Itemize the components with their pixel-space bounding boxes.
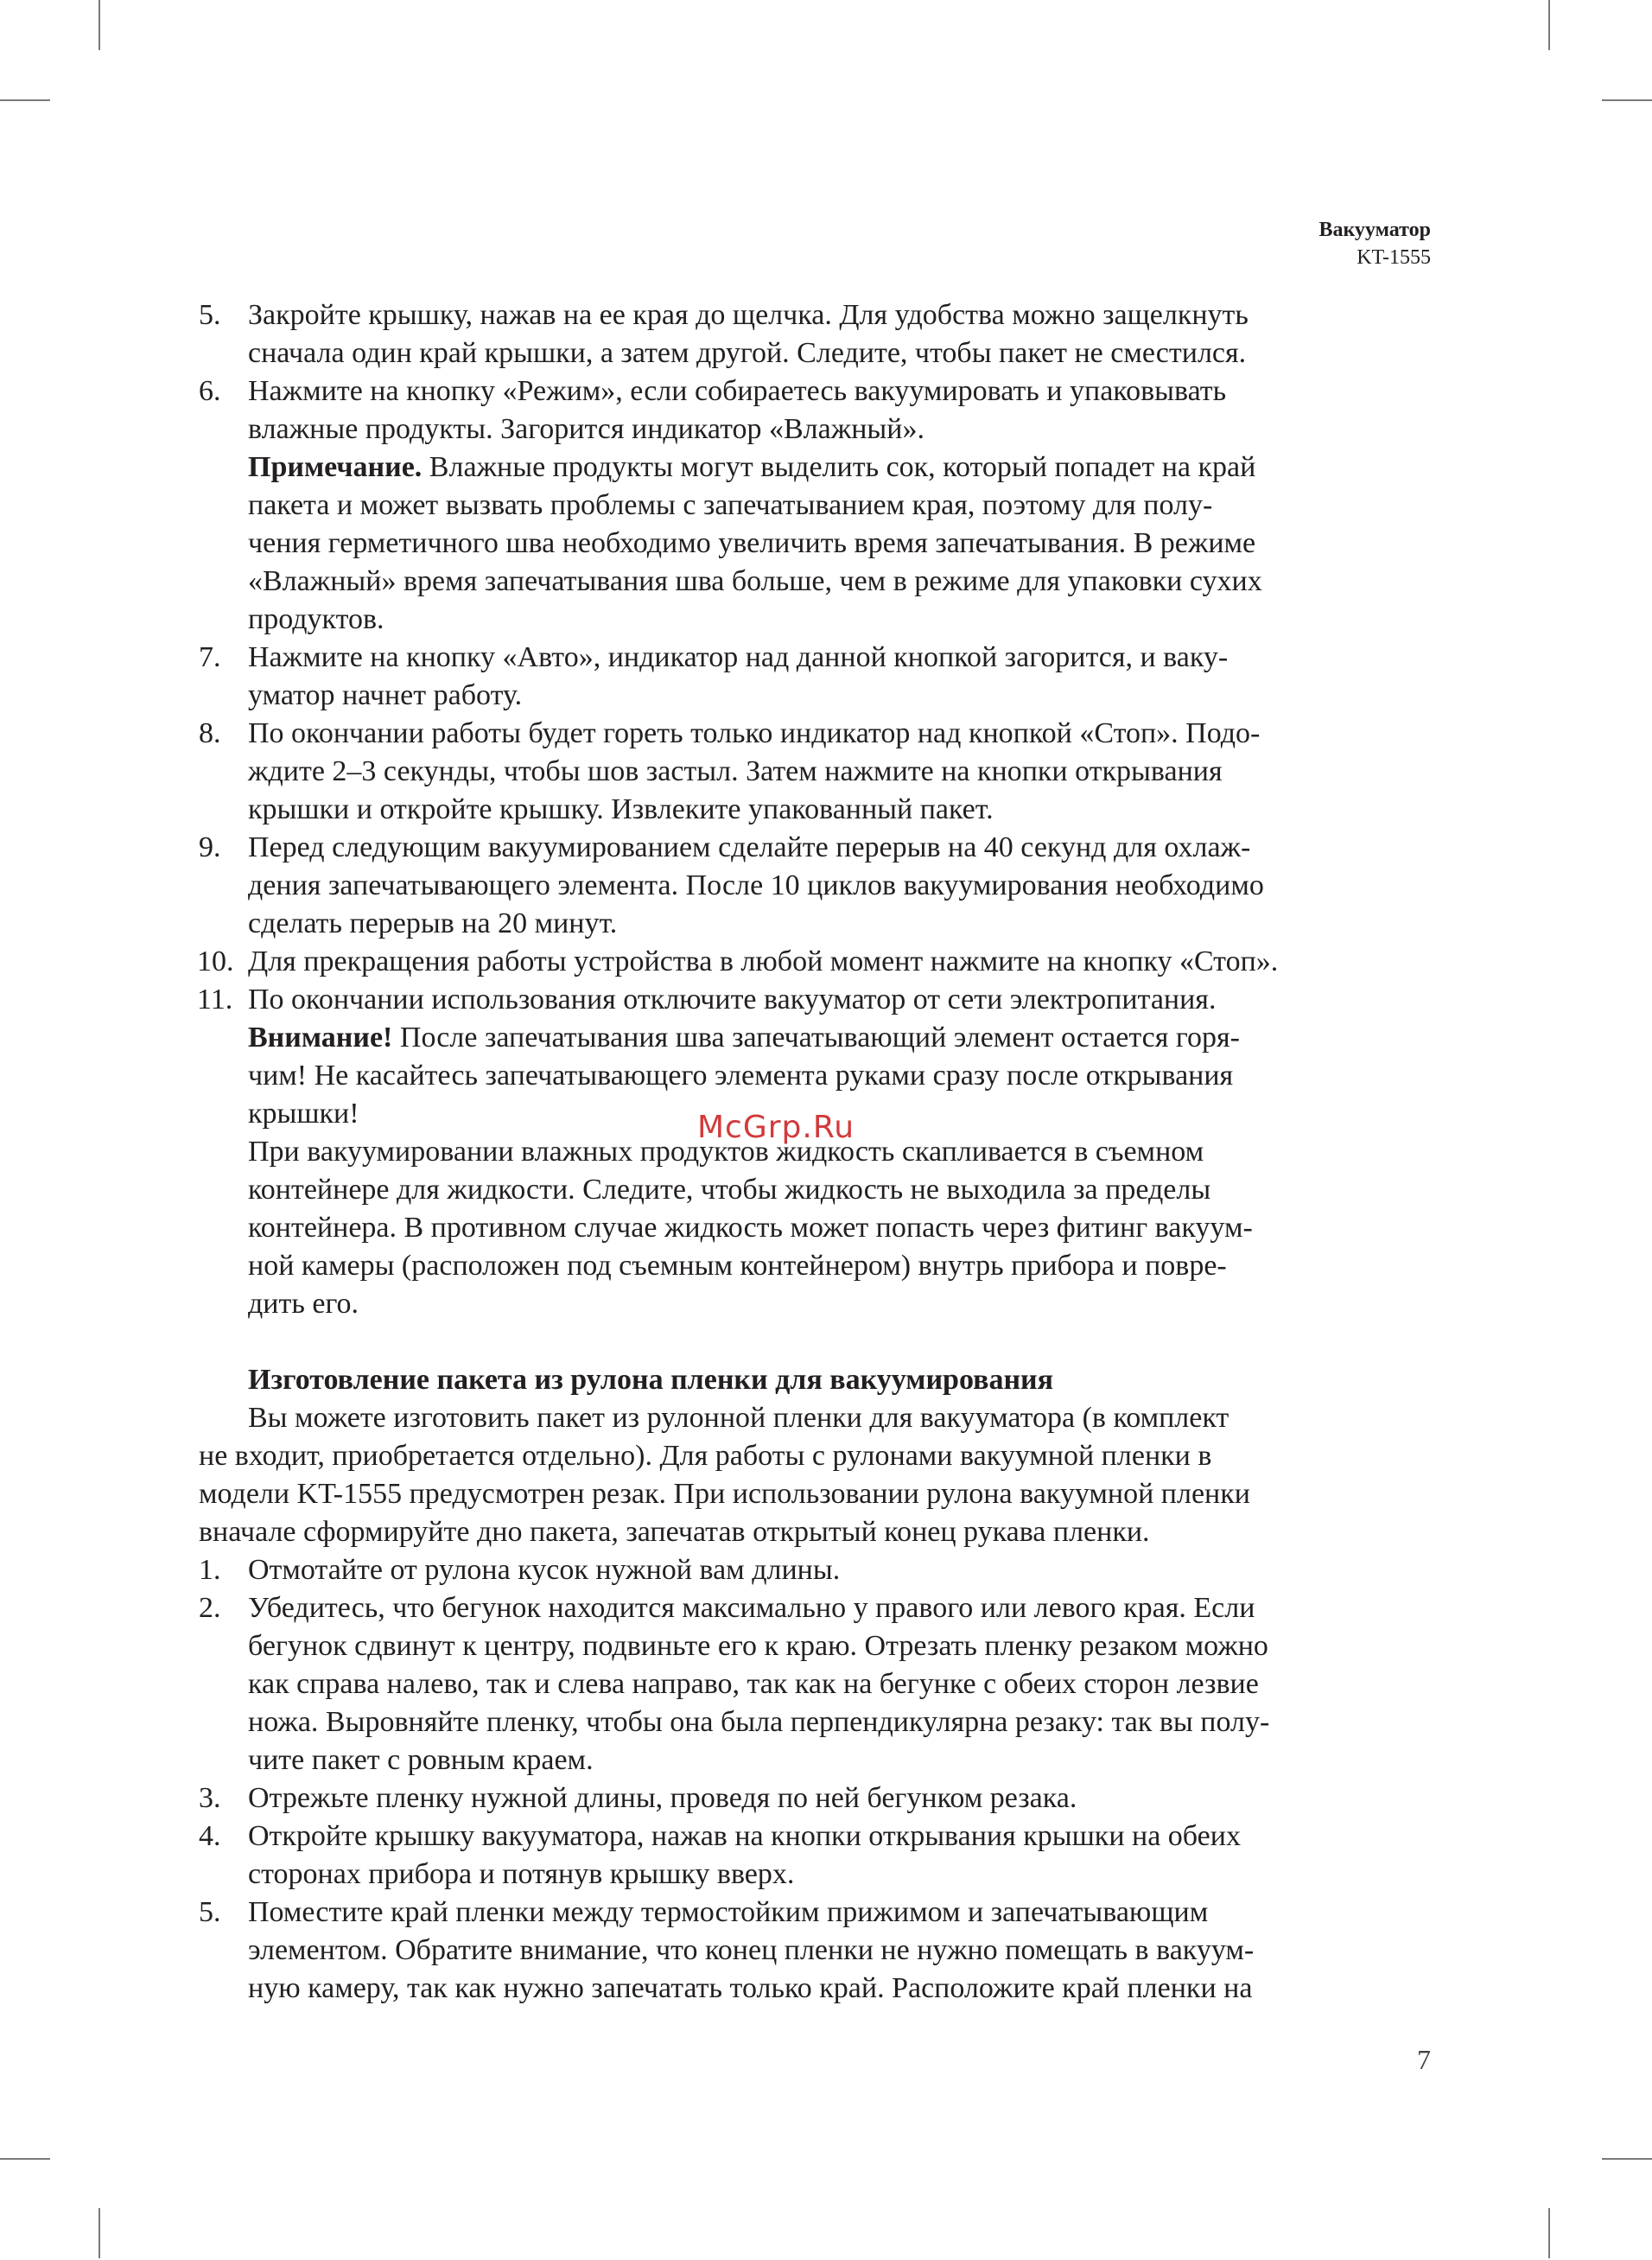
text-line: элементом. Обратите внимание, что конец пленки не нужно помещать в вакуум- bbox=[248, 1934, 1255, 1966]
note-label: Примечание. bbox=[248, 451, 423, 483]
text-line: ной камеры (расположен под съемным контейнером) внутрь прибора и повре- bbox=[248, 1250, 1227, 1282]
text-line: Для прекращения работы устройства в любой момент нажмите на кнопку «Стоп». bbox=[248, 945, 1279, 977]
text-line: Нажмите на кнопку «Режим», если собираетесь вакуумировать и упаковывать bbox=[248, 375, 1227, 407]
text-line: «Влажный» время запечатывания шва больше, чем в режиме для упаковки сухих bbox=[248, 565, 1262, 597]
text-line: пакета и может вызвать проблемы с запечатыванием края, поэтому для полу- bbox=[248, 489, 1213, 521]
text-line: Откройте крышку вакууматора, нажав на кнопки открывания крышки на обеих bbox=[248, 1820, 1241, 1852]
list-number: 7. bbox=[199, 641, 221, 673]
page-number: 7 bbox=[1417, 2044, 1431, 2075]
step-item-5 bbox=[199, 1894, 1433, 2008]
text-line: не входит, приобретается отдельно). Для работы с рулонами вакуумной пленки в bbox=[199, 1440, 1212, 1472]
list-number: 8. bbox=[199, 717, 221, 749]
page-body bbox=[199, 296, 1433, 2008]
warning-label: Внимание! bbox=[248, 1022, 393, 1054]
text-line: дить его. bbox=[248, 1288, 359, 1320]
crop-mark-top-right bbox=[1548, 0, 1550, 50]
list-number: 1. bbox=[199, 1554, 221, 1586]
note-first-line: Влажные продукты могут выделить сок, который попадет на край bbox=[422, 451, 1256, 483]
list-number: 6. bbox=[199, 375, 221, 407]
text-line: сторонах прибора и потянув крышку вверх. bbox=[248, 1858, 795, 1890]
list-item-11 bbox=[199, 981, 1433, 1019]
section-heading: Изготовление пакета из рулона пленки для вакуумирования bbox=[248, 1364, 1054, 1396]
list-number: 9. bbox=[199, 831, 221, 863]
header-model: KT-1555 bbox=[1357, 246, 1431, 269]
text-line bbox=[248, 1019, 1433, 1057]
header-title: Вакууматор bbox=[1318, 219, 1431, 241]
text-line: крышки и откройте крышку. Извлеките упакованный пакет. bbox=[248, 793, 994, 825]
text-line: чите пакет с ровным краем. bbox=[248, 1744, 594, 1776]
text-line: дения запечатывающего элемента. После 10 циклов вакуумирования необходимо bbox=[248, 869, 1264, 901]
list-number: 4. bbox=[199, 1820, 221, 1852]
list-number: 3. bbox=[199, 1782, 221, 1814]
text-line: чения герметичного шва необходимо увеличить время запечатывания. В режиме bbox=[248, 527, 1256, 559]
text-line: влажные продукты. Загорится индикатор «Влажный». bbox=[248, 413, 924, 445]
step-item-3 bbox=[199, 1779, 1433, 1818]
text-line: Убедитесь, что бегунок находится максимально у правого или левого края. Если bbox=[248, 1592, 1255, 1624]
text-line: крышки! bbox=[248, 1098, 359, 1130]
warning-first-line: После запечатывания шва запечатывающий элемент остается горя- bbox=[392, 1022, 1240, 1054]
text-line: как справа налево, так и слева направо, так как на бегунке с обеих сторон лезвие bbox=[248, 1668, 1259, 1700]
text-line: бегунок сдвинут к центру, подвиньте его к краю. Отрезать пленку резаком можно bbox=[248, 1630, 1268, 1662]
text-line: модели KT-1555 предусмотрен резак. При использовании рулона вакуумной пленки bbox=[199, 1478, 1250, 1510]
text-line: контейнера. В противном случае жидкость может попасть через фитинг вакуум- bbox=[248, 1212, 1253, 1244]
text-line bbox=[248, 449, 1433, 487]
crop-mark-bottom-left bbox=[98, 2208, 100, 2258]
text-line: сделать перерыв на 20 минут. bbox=[248, 907, 618, 939]
text-line: уматор начнет работу. bbox=[248, 679, 523, 711]
text-line: Отрежьте пленку нужной длины, проведя по ней бегунком резака. bbox=[248, 1782, 1077, 1814]
running-header bbox=[1318, 216, 1431, 271]
list-number: 5. bbox=[199, 299, 221, 331]
step-item-1 bbox=[199, 1551, 1433, 1589]
list-number: 5. bbox=[199, 1896, 221, 1928]
list-item-5 bbox=[199, 296, 1433, 372]
note-block bbox=[199, 449, 1433, 639]
list-number: 2. bbox=[199, 1592, 221, 1624]
text-line: Нажмите на кнопку «Авто», индикатор над данной кнопкой загорится, и ваку- bbox=[248, 641, 1229, 673]
text-line: Поместите край пленки между термостойким прижимом и запечатывающим bbox=[248, 1896, 1209, 1928]
watermark: McGrp.Ru bbox=[697, 1110, 855, 1145]
crop-mark-bottom-right bbox=[1548, 2208, 1550, 2258]
text-line: Вы можете изготовить пакет из рулонной пленки для вакууматора (в комплект bbox=[248, 1402, 1229, 1434]
list-item-6 bbox=[199, 372, 1433, 449]
text-line: По окончании работы будет гореть только индикатор над кнопкой «Стоп». Подо- bbox=[248, 717, 1261, 749]
crop-mark-top-left bbox=[98, 0, 100, 50]
step-item-4 bbox=[199, 1818, 1433, 1894]
text-line: Закройте крышку, нажав на ее края до щелчка. Для удобства можно защелкнуть bbox=[248, 299, 1249, 331]
crop-mark-bottom-right-h bbox=[1602, 2158, 1652, 2160]
text-line: Отмотайте от рулона кусок нужной вам длины. bbox=[248, 1554, 841, 1586]
text-line: При вакуумировании влажных продуктов жидкость скапливается в съемном bbox=[248, 1136, 1204, 1168]
text-line: чим! Не касайтесь запечатывающего элемента руками сразу после открывания bbox=[248, 1060, 1234, 1092]
list-item-10 bbox=[199, 943, 1433, 981]
crop-mark-bottom-left-h bbox=[0, 2158, 50, 2160]
step-item-2 bbox=[199, 1589, 1433, 1779]
text-line: вначале сформируйте дно пакета, запечатав открытый конец рукава пленки. bbox=[199, 1516, 1150, 1548]
text-line: ную камеру, так как нужно запечатать только край. Расположите край пленки на bbox=[248, 1972, 1253, 2004]
text-line: контейнере для жидкости. Следите, чтобы жидкость не выходила за пределы bbox=[248, 1174, 1211, 1206]
section-intro bbox=[199, 1399, 1433, 1551]
list-number: 10. bbox=[197, 945, 234, 977]
list-item-8 bbox=[199, 715, 1433, 829]
text-line: По окончании использования отключите вакууматор от сети электропитания. bbox=[248, 984, 1217, 1015]
text-line: сначала один край крышки, а затем другой. Следите, чтобы пакет не сместился. bbox=[248, 337, 1247, 369]
list-item-9 bbox=[199, 829, 1433, 943]
text-line: продуктов. bbox=[248, 603, 384, 635]
warning-paragraph bbox=[199, 1133, 1433, 1323]
list-number: 11. bbox=[197, 984, 233, 1015]
crop-mark-top-right-h bbox=[1602, 99, 1652, 101]
list-item-7 bbox=[199, 639, 1433, 715]
crop-mark-top-left-h bbox=[0, 99, 50, 101]
text-line: ждите 2–3 секунды, чтобы шов застыл. Затем нажмите на кнопки открывания bbox=[248, 755, 1223, 787]
text-line: ножа. Выровняйте пленку, чтобы она была перпендикулярна резаку: так вы полу- bbox=[248, 1706, 1270, 1738]
text-line: Перед следующим вакуумированием сделайте перерыв на 40 секунд для охлаж- bbox=[248, 831, 1251, 863]
